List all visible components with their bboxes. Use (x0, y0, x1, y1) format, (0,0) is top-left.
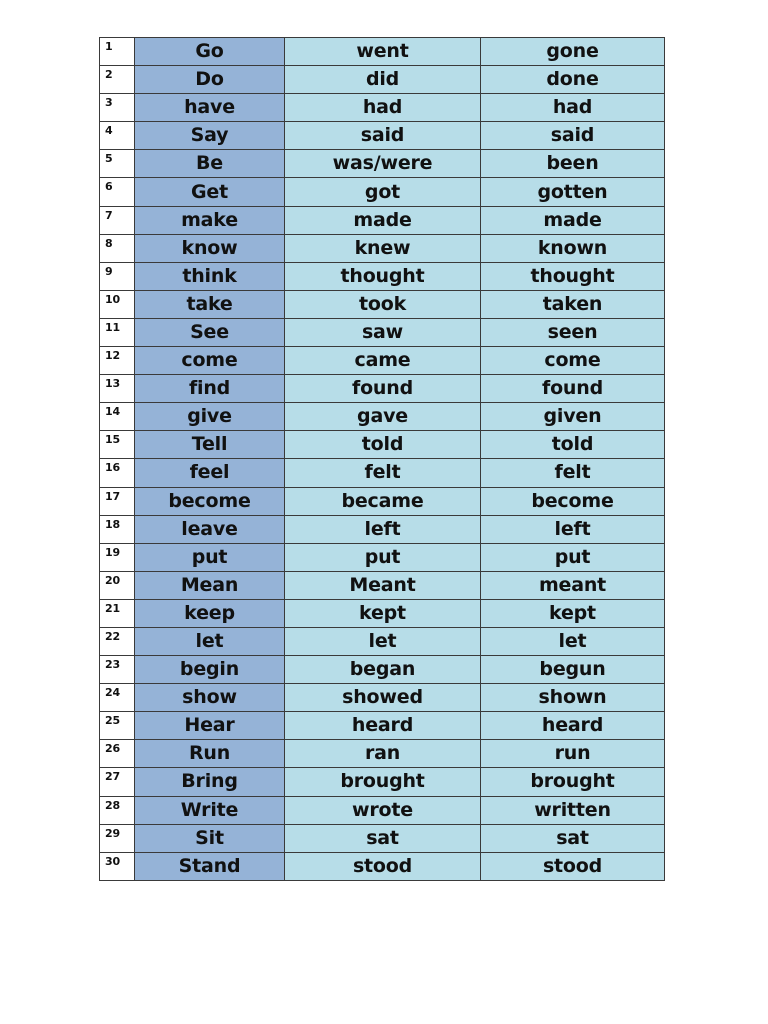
past-participle-cell: heard (481, 712, 665, 740)
past-tense-cell: said (285, 122, 481, 150)
table-row (100, 515, 665, 543)
base-form-cell: take (135, 290, 285, 318)
table-row (100, 431, 665, 459)
row-number: 25 (100, 712, 135, 740)
past-tense-cell: showed (285, 684, 481, 712)
base-form-cell: Do (135, 66, 285, 94)
past-tense-cell: Meant (285, 571, 481, 599)
past-tense-cell: brought (285, 768, 481, 796)
base-form-cell: put (135, 543, 285, 571)
table-row (100, 599, 665, 627)
table-row (100, 403, 665, 431)
table-row (100, 122, 665, 150)
past-participle-cell: thought (481, 262, 665, 290)
row-number: 20 (100, 571, 135, 599)
past-tense-cell: heard (285, 712, 481, 740)
row-number: 12 (100, 347, 135, 375)
past-tense-cell: got (285, 178, 481, 206)
past-participle-cell: become (481, 487, 665, 515)
row-number: 7 (100, 206, 135, 234)
past-tense-cell: saw (285, 318, 481, 346)
past-participle-cell: run (481, 740, 665, 768)
past-participle-cell: written (481, 796, 665, 824)
base-form-cell: come (135, 347, 285, 375)
past-participle-cell: shown (481, 684, 665, 712)
past-participle-cell: made (481, 206, 665, 234)
table-row (100, 347, 665, 375)
base-form-cell: give (135, 403, 285, 431)
row-number: 4 (100, 122, 135, 150)
past-participle-cell: felt (481, 459, 665, 487)
row-number: 11 (100, 318, 135, 346)
table-row (100, 487, 665, 515)
past-participle-cell: sat (481, 824, 665, 852)
row-number: 17 (100, 487, 135, 515)
verb-rows (100, 38, 665, 881)
table-row (100, 150, 665, 178)
past-tense-cell: did (285, 66, 481, 94)
base-form-cell: Bring (135, 768, 285, 796)
past-tense-cell: let (285, 627, 481, 655)
past-tense-cell: had (285, 94, 481, 122)
base-form-cell: See (135, 318, 285, 346)
past-tense-cell: took (285, 290, 481, 318)
past-participle-cell: told (481, 431, 665, 459)
base-form-cell: show (135, 684, 285, 712)
past-participle-cell: brought (481, 768, 665, 796)
row-number: 9 (100, 262, 135, 290)
row-number: 21 (100, 599, 135, 627)
row-number: 5 (100, 150, 135, 178)
row-number: 30 (100, 852, 135, 880)
base-form-cell: Write (135, 796, 285, 824)
table-row (100, 796, 665, 824)
base-form-cell: make (135, 206, 285, 234)
base-form-cell: leave (135, 515, 285, 543)
base-form-cell: Get (135, 178, 285, 206)
row-number: 23 (100, 656, 135, 684)
past-tense-cell: found (285, 375, 481, 403)
row-number: 26 (100, 740, 135, 768)
past-tense-cell: stood (285, 852, 481, 880)
row-number: 16 (100, 459, 135, 487)
table-row (100, 375, 665, 403)
base-form-cell: feel (135, 459, 285, 487)
table-row (100, 262, 665, 290)
base-form-cell: find (135, 375, 285, 403)
past-tense-cell: went (285, 38, 481, 66)
past-participle-cell: found (481, 375, 665, 403)
past-participle-cell: had (481, 94, 665, 122)
table-row (100, 459, 665, 487)
row-number: 14 (100, 403, 135, 431)
table-row (100, 234, 665, 262)
table-row (100, 206, 665, 234)
past-participle-cell: gotten (481, 178, 665, 206)
row-number: 13 (100, 375, 135, 403)
row-number: 22 (100, 627, 135, 655)
past-tense-cell: was/were (285, 150, 481, 178)
row-number: 15 (100, 431, 135, 459)
base-form-cell: Hear (135, 712, 285, 740)
table-row (100, 318, 665, 346)
past-tense-cell: left (285, 515, 481, 543)
past-participle-cell: been (481, 150, 665, 178)
row-number: 27 (100, 768, 135, 796)
past-participle-cell: known (481, 234, 665, 262)
past-tense-cell: ran (285, 740, 481, 768)
table-row (100, 824, 665, 852)
row-number: 24 (100, 684, 135, 712)
past-tense-cell: wrote (285, 796, 481, 824)
row-number: 19 (100, 543, 135, 571)
past-participle-cell: seen (481, 318, 665, 346)
table-row (100, 543, 665, 571)
base-form-cell: Sit (135, 824, 285, 852)
past-tense-cell: began (285, 656, 481, 684)
base-form-cell: let (135, 627, 285, 655)
base-form-cell: Go (135, 38, 285, 66)
past-tense-cell: thought (285, 262, 481, 290)
past-participle-cell: said (481, 122, 665, 150)
past-participle-cell: begun (481, 656, 665, 684)
past-participle-cell: kept (481, 599, 665, 627)
past-tense-cell: became (285, 487, 481, 515)
past-tense-cell: sat (285, 824, 481, 852)
table-row (100, 684, 665, 712)
past-participle-cell: put (481, 543, 665, 571)
base-form-cell: begin (135, 656, 285, 684)
base-form-cell: Stand (135, 852, 285, 880)
table-row (100, 852, 665, 880)
base-form-cell: Be (135, 150, 285, 178)
past-tense-cell: kept (285, 599, 481, 627)
row-number: 10 (100, 290, 135, 318)
row-number: 8 (100, 234, 135, 262)
table-row (100, 768, 665, 796)
past-participle-cell: stood (481, 852, 665, 880)
base-form-cell: Tell (135, 431, 285, 459)
past-participle-cell: let (481, 627, 665, 655)
table-row (100, 38, 665, 66)
past-participle-cell: given (481, 403, 665, 431)
past-participle-cell: gone (481, 38, 665, 66)
past-participle-cell: meant (481, 571, 665, 599)
past-participle-cell: taken (481, 290, 665, 318)
past-tense-cell: made (285, 206, 481, 234)
base-form-cell: think (135, 262, 285, 290)
past-tense-cell: knew (285, 234, 481, 262)
table-row (100, 66, 665, 94)
base-form-cell: Say (135, 122, 285, 150)
past-tense-cell: put (285, 543, 481, 571)
base-form-cell: have (135, 94, 285, 122)
past-participle-cell: left (481, 515, 665, 543)
table-row (100, 94, 665, 122)
past-tense-cell: came (285, 347, 481, 375)
table-row (100, 712, 665, 740)
base-form-cell: Mean (135, 571, 285, 599)
row-number: 28 (100, 796, 135, 824)
past-tense-cell: felt (285, 459, 481, 487)
base-form-cell: Run (135, 740, 285, 768)
past-participle-cell: come (481, 347, 665, 375)
base-form-cell: keep (135, 599, 285, 627)
row-number: 29 (100, 824, 135, 852)
past-tense-cell: gave (285, 403, 481, 431)
row-number: 2 (100, 66, 135, 94)
table-row (100, 571, 665, 599)
verb-table (99, 37, 665, 881)
past-tense-cell: told (285, 431, 481, 459)
table-row (100, 627, 665, 655)
table-row (100, 656, 665, 684)
row-number: 1 (100, 38, 135, 66)
row-number: 6 (100, 178, 135, 206)
table-row (100, 178, 665, 206)
past-participle-cell: done (481, 66, 665, 94)
base-form-cell: know (135, 234, 285, 262)
table-row (100, 740, 665, 768)
row-number: 3 (100, 94, 135, 122)
base-form-cell: become (135, 487, 285, 515)
table-row (100, 290, 665, 318)
row-number: 18 (100, 515, 135, 543)
